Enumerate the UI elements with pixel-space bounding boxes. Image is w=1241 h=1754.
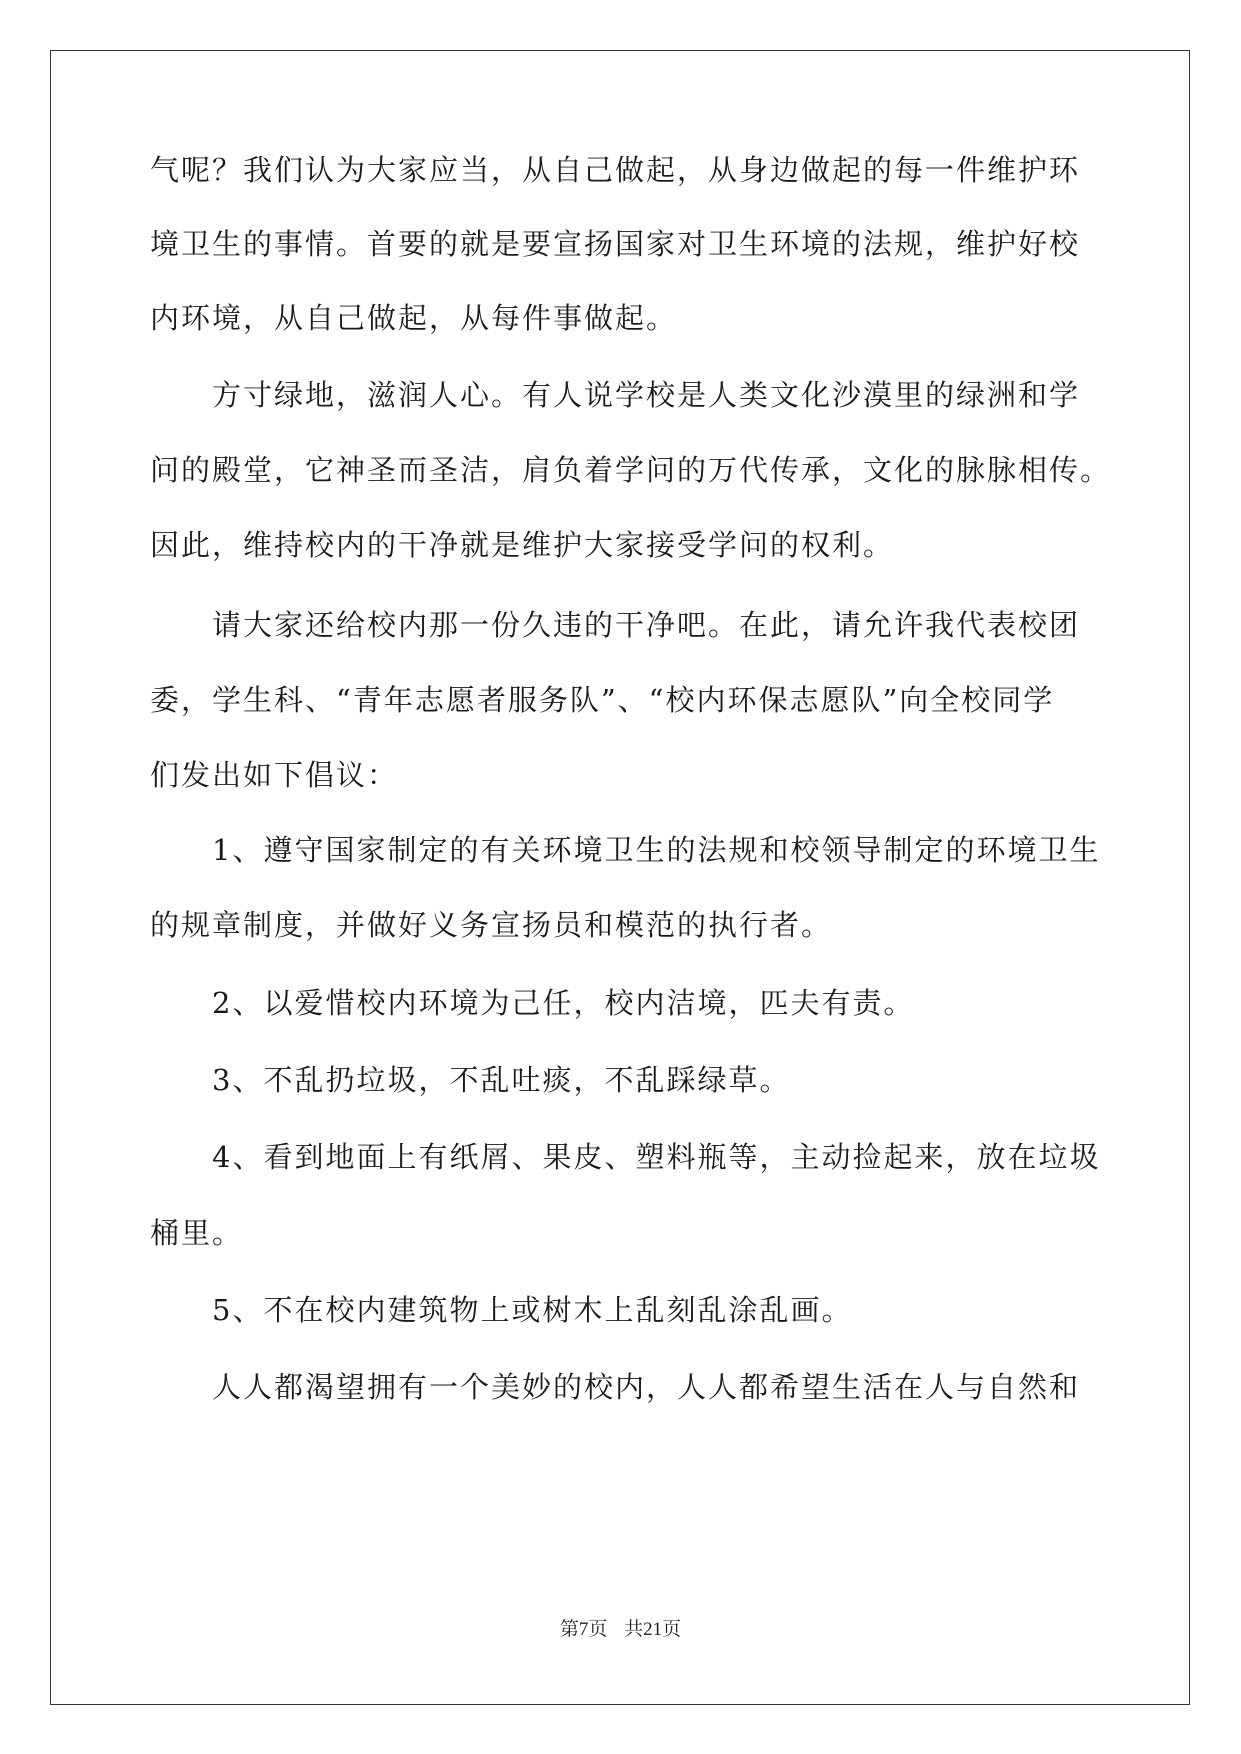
paragraph-start-line: 请大家还给校内那一份久违的干净吧。在此，请允许我代表校团	[212, 608, 1081, 642]
text-line: 因此，维持校内的干净就是维护大家接受学问的权利。	[150, 528, 895, 562]
list-item-3: 3、不乱扔垃圾，不乱吐痰，不乱踩绿草。	[212, 1063, 791, 1097]
text-line: 内环境，从自己做起，从每件事做起。	[150, 301, 678, 335]
text-line: 们发出如下倡议：	[150, 758, 399, 792]
list-item-2: 2、以爱惜校内环境为己任，校内洁境，匹夫有责。	[212, 986, 915, 1020]
text-line: 委，学生科、“青年志愿者服务队”、“校内环保志愿队”向全校同学	[150, 683, 1055, 717]
paragraph-start-line: 方寸绿地，滋润人心。有人说学校是人类文化沙漠里的绿洲和学	[212, 378, 1081, 412]
text-line: 问的殿堂，它神圣而圣洁，肩负着学问的万代传承，文化的脉脉相传。	[150, 453, 1112, 487]
text-line: 境卫生的事情。首要的就是要宣扬国家对卫生环境的法规，维护好校	[150, 227, 1081, 261]
list-item-1: 1、遵守国家制定的有关环境卫生的法规和校领导制定的环境卫生	[212, 833, 1101, 867]
list-item-4: 4、看到地面上有纸屑、果皮、塑料瓶等，主动捡起来，放在垃圾	[212, 1140, 1101, 1174]
list-item-5: 5、不在校内建筑物上或树木上乱刻乱涂乱画。	[212, 1293, 853, 1327]
paragraph-start-line: 人人都渴望拥有一个美妙的校内，人人都希望生活在人与自然和	[212, 1370, 1081, 1404]
page-total: 共21页	[624, 1619, 682, 1640]
text-line: 桶里。	[150, 1216, 244, 1250]
page-number: 第7页	[559, 1619, 608, 1640]
text-line: 的规章制度，并做好义务宣扬员和模范的执行者。	[150, 908, 833, 942]
page-footer	[0, 1614, 1241, 1641]
text-line: 气呢？我们认为大家应当，从自己做起，从身边做起的每一件维护环	[150, 153, 1081, 187]
